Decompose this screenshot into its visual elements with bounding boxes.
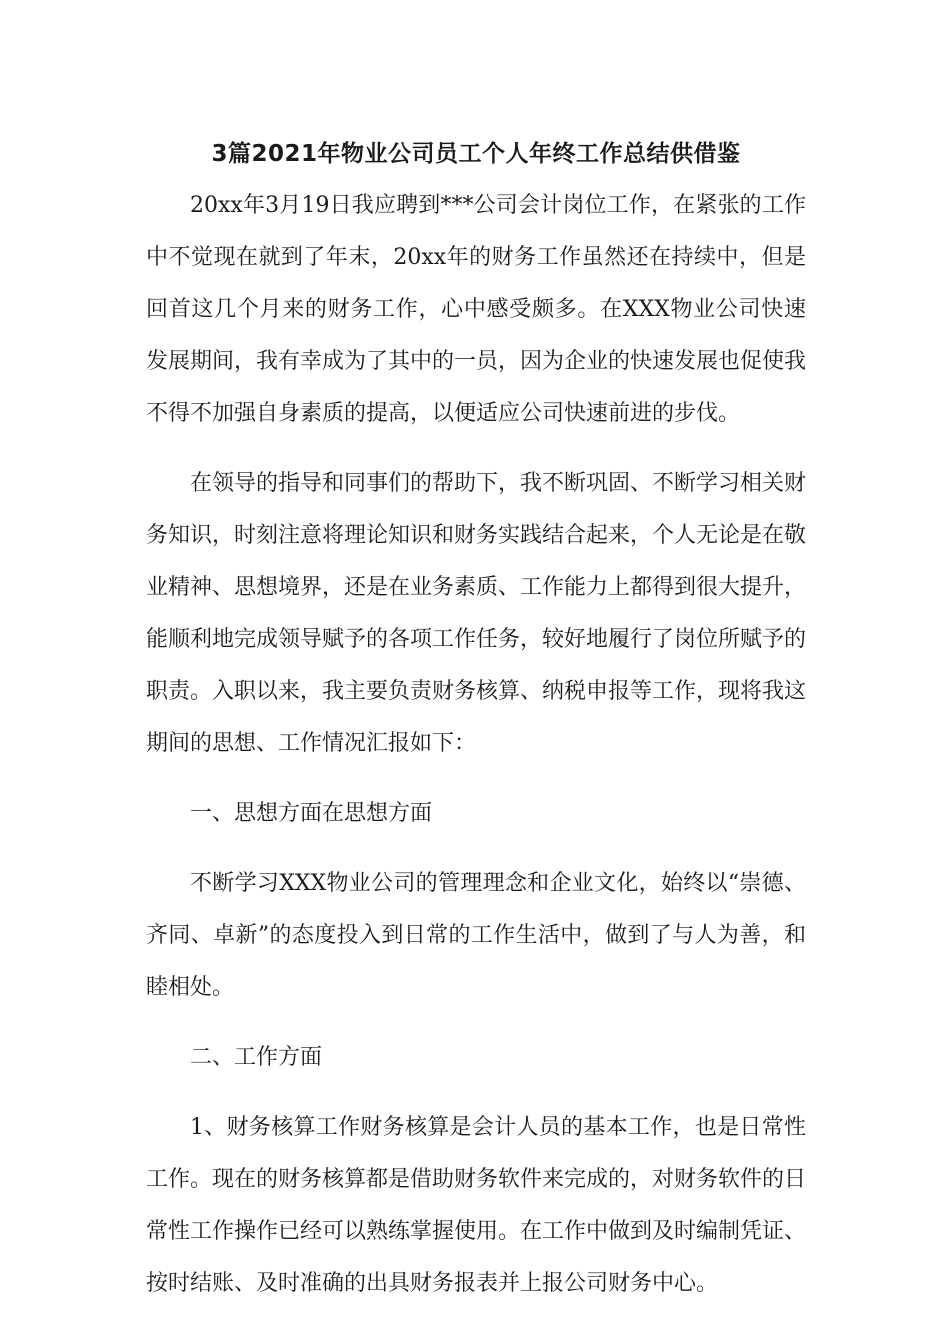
paragraph-accounting: 1、财务核算工作财务核算是会计人员的基本工作，也是日常性工作。现在的财务核算都是借助财务软件来完成的，对财务软件的日常性工作操作已经可以熟练掌握使用。在工作中做到及时编制凭证、按时结账、及时准确的出具财务报表并上报公司财务中心。 [146,1115,807,1296]
paragraph-learning: 在领导的指导和同事们的帮助下，我不断巩固、不断学习相关财务知识，时刻注意将理论知识和财务实践结合起来，个人无论是在敬业精神、思想境界，还是在业务素质、工作能力上都得到很大提升，能顺利地完成领导赋予的各项工作任务，较好地履行了岗位所赋予的职责。入职以来，我主要负责财务核算、纳税申报等工作，现将我这期间的思想、工作情况汇报如下： [146,471,807,756]
paragraph-gap [146,1084,806,1102]
paragraph-gap [146,840,806,858]
paragraph-gap [146,770,806,788]
section-heading-work: 二、工作方面 [190,1045,323,1070]
paragraph-gap [146,440,806,458]
paragraph-thought: 不断学习XXX物业公司的管理理念和企业文化，始终以“崇德、齐同、卓新”的态度投入到日常的工作生活中，做到了与人为善，和睦相处。 [146,871,806,1000]
paragraph-gap [146,1014,806,1032]
document-title: 3篇2021年物业公司员工个人年终工作总结供借鉴 [211,141,741,167]
paragraph-intro: 20xx年3月19日我应聘到***公司会计岗位工作，在紧张的工作中不觉现在就到了年末，20xx年的财务工作虽然还在持续中，但是回首这几个月来的财务工作，心中感受颇多。在XXX物业公司快速发展期间，我有幸成为了其中的一员，因为企业的快速发展也促使我不得不加强自身素质的提高，以便适应公司快速前进的步伐。 [146,193,807,426]
document-page [146,132,806,1310]
section-heading-thought: 一、思想方面在思想方面 [190,801,433,826]
